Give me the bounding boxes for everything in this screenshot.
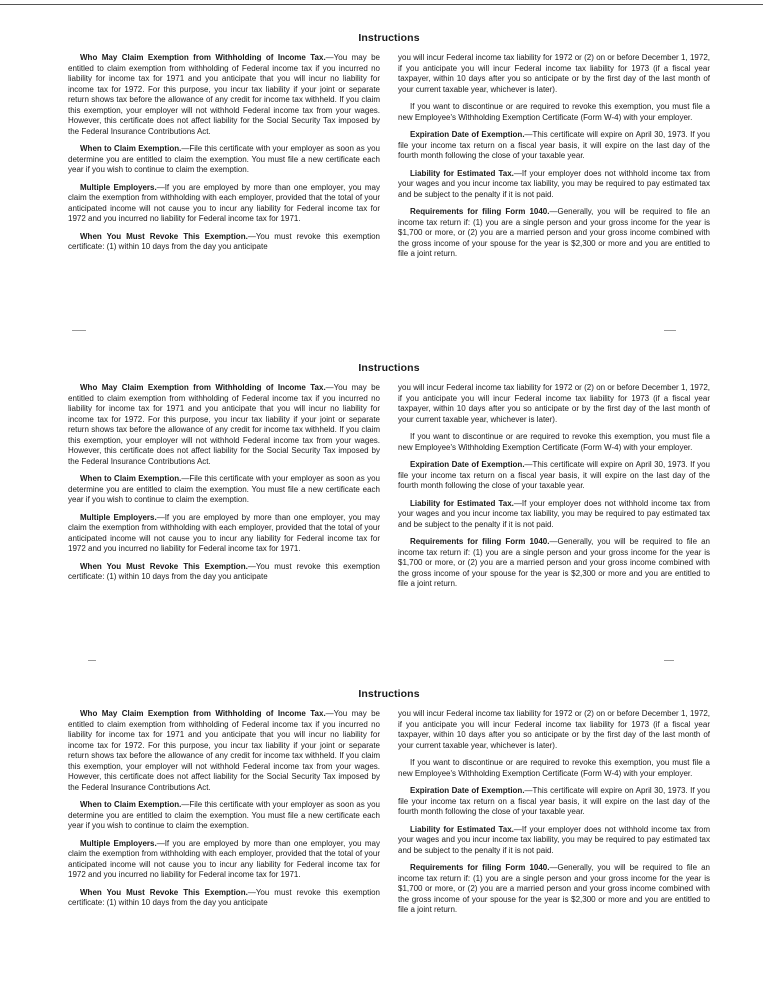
paragraph-heading: Who May Claim Exemption from Withholding of Income Tax. (80, 53, 326, 62)
paragraph-text: —You must revoke this exemption certificate: (1) within 10 days from the day you anticipate (68, 231, 380, 251)
paragraph-heading: Multiple Employers. (80, 838, 157, 848)
paragraph-text: —You may be entitled to claim exemption from withholding of Federal income tax if you incurred no liability for income tax for 1971 and you anticipate that you will incur no liability for income tax for 1972. For this purpose, you incur tax liability if your joint or separate return shows tax before the allowance of any credit for income tax withheld. If you claim this exemption, your employer will not withhold Federal income tax from your wages. However, this certificate does not affect liability for the Social Security Tax imposed by the Federal Insurance Contributions Act. (68, 53, 380, 136)
left-column (68, 709, 380, 923)
paragraph-form-1040 (398, 207, 710, 260)
section-title: Instructions (358, 362, 420, 374)
paragraph-discontinue (398, 432, 710, 453)
cut-mark (72, 330, 86, 331)
paragraph-estimated-tax (398, 499, 710, 531)
section-columns (68, 53, 710, 267)
paragraph-multiple-employers (68, 839, 380, 881)
paragraph-heading: When You Must Revoke This Exemption. (80, 231, 248, 241)
top-rule (0, 4, 763, 5)
paragraph-estimated-tax (398, 825, 710, 857)
instructions-section-3 (68, 688, 710, 986)
paragraph-text: —If you are employed by more than one employer, you may claim the exemption from withholding with each employer, provided that the total of your anticipated income will not cause you to incur any liability for Federal income tax for 1972 and you incurred no liability for Federal income tax for 1971. (68, 182, 381, 223)
paragraph-estimated-tax (398, 169, 710, 201)
paragraph-heading: Expiration Date of Exemption. (410, 130, 525, 139)
paragraph-text: —If you are employed by more than one employer, you may claim the exemption from withholding with each employer, provided that the total of your anticipated income will not cause you to incur any liability for Federal income tax for 1972 and you incurred no liability for Federal income tax for 1971. (68, 838, 381, 879)
paragraph-heading: Multiple Employers. (80, 512, 157, 522)
paragraph-heading: Liability for Estimated Tax. (410, 168, 514, 178)
paragraph-heading: Requirements for filing Form 1040. (410, 537, 550, 546)
paragraph-text: —This certificate will expire on April 30, 1973. If you file your income tax return on a fiscal year basis, it will expire on the last day of the fourth month following the close of your taxable year. (398, 460, 710, 490)
paragraph-text: —File this certificate with your employer as soon as you determine you are entitled to claim the exemption. You must file a new certificate each year if you wish to continue to claim the exemption. (68, 144, 380, 174)
paragraph-when-to-claim (68, 800, 380, 832)
paragraph-text: —Generally, you will be required to file an income tax return if: (1) you are a single person and your gross income for the year is $1,700 or more, or (2) you are a married person and your gross income combined with the gross income of your spouse for the year is $2,300 or more and you are entitled to file a joint return. (398, 863, 710, 914)
paragraph-who-may-claim (68, 383, 380, 467)
paragraph-expiration (398, 130, 710, 162)
paragraph-heading: Liability for Estimated Tax. (410, 824, 514, 834)
paragraph-revoke-continued (398, 383, 710, 425)
paragraph-heading: Requirements for filing Form 1040. (410, 207, 550, 216)
paragraph-revoke (68, 888, 380, 909)
paragraph-text: you will incur Federal income tax liability for 1972 or (2) on or before December 1, 1972, if you anticipate you will incur Federal income tax liability for 1973 (if a fiscal year taxpayer, within 10 days after you so anticipate or by the first day of the last month of your current taxable year, whichever is later). (398, 53, 710, 94)
paragraph-form-1040 (398, 863, 710, 916)
paragraph-text: —You must revoke this exemption certificate: (1) within 10 days from the day you anticipate (68, 887, 380, 907)
instructions-section-1 (68, 32, 710, 342)
paragraph-heading: When to Claim Exemption. (80, 800, 182, 809)
paragraph-form-1040 (398, 537, 710, 590)
paragraph-text: —If you are employed by more than one employer, you may claim the exemption from withholding with each employer, provided that the total of your anticipated income will not cause you to incur any liability for Federal income tax for 1972 and you incurred no liability for Federal income tax for 1971. (68, 512, 381, 553)
cut-mark (664, 330, 676, 331)
paragraph-heading: When You Must Revoke This Exemption. (80, 561, 248, 571)
paragraph-heading: Multiple Employers. (80, 182, 157, 192)
paragraph-discontinue (398, 758, 710, 779)
cut-mark (664, 660, 674, 661)
paragraph-text: —This certificate will expire on April 30, 1973. If you file your income tax return on a fiscal year basis, it will expire on the last day of the fourth month following the close of your taxable year. (398, 130, 710, 160)
paragraph-text: —If your employer does not withhold income tax from your wages and you incur income tax liability, you may be required to pay estimated tax and be subject to the penalty if it is not paid. (398, 498, 710, 529)
paragraph-text: you will incur Federal income tax liability for 1972 or (2) on or before December 1, 1972, if you anticipate you will incur Federal income tax liability for 1973 (if a fiscal year taxpayer, within 10 days after you so anticipate or by the first day of the last month of your current taxable year, whichever is later). (398, 709, 710, 750)
paragraph-heading: Who May Claim Exemption from Withholding of Income Tax. (80, 383, 326, 392)
paragraph-expiration (398, 786, 710, 818)
paragraph-revoke (68, 232, 380, 253)
paragraph-text: —If your employer does not withhold income tax from your wages and you incur income tax liability, you may be required to pay estimated tax and be subject to the penalty if it is not paid. (398, 824, 710, 855)
paragraph-multiple-employers (68, 513, 380, 555)
paragraph-revoke-continued (398, 53, 710, 95)
paragraph-text: —Generally, you will be required to file an income tax return if: (1) you are a single person and your gross income for the year is $1,700 or more, or (2) you are a married person and your gross income combined with the gross income of your spouse for the year is $2,300 or more and you are entitled to file a joint return. (398, 537, 710, 588)
section-columns (68, 383, 710, 597)
paragraph-who-may-claim (68, 709, 380, 793)
paragraph-text: —You may be entitled to claim exemption from withholding of Federal income tax if you incurred no liability for income tax for 1971 and you anticipate that you will incur no liability for income tax for 1972. For this purpose, you incur tax liability if your joint or separate return shows tax before the allowance of any credit for income tax withheld. If you claim this exemption, your employer will not withhold Federal income tax from your wages. However, this certificate does not affect liability for the Social Security Tax imposed by the Federal Insurance Contributions Act. (68, 383, 380, 466)
paragraph-heading: When You Must Revoke This Exemption. (80, 887, 248, 897)
cut-mark (88, 660, 96, 661)
paragraph-heading: When to Claim Exemption. (80, 144, 182, 153)
paragraph-heading: Requirements for filing Form 1040. (410, 863, 550, 872)
instructions-section-2 (68, 362, 710, 672)
paragraph-who-may-claim (68, 53, 380, 137)
paragraph-text: If you want to discontinue or are required to revoke this exemption, you must file a new Employee's Withholding Exemption Certificate (Form W-4) with your employer. (398, 758, 710, 778)
paragraph-text: If you want to discontinue or are required to revoke this exemption, you must file a new Employee's Withholding Exemption Certificate (Form W-4) with your employer. (398, 432, 710, 452)
section-columns (68, 709, 710, 923)
paragraph-text: you will incur Federal income tax liability for 1972 or (2) on or before December 1, 1972, if you anticipate you will incur Federal income tax liability for 1973 (if a fiscal year taxpayer, within 10 days after you so anticipate or by the first day of the last month of your current taxable year, whichever is later). (398, 383, 710, 424)
paragraph-text: —If your employer does not withhold income tax from your wages and you incur income tax liability, you may be required to pay estimated tax and be subject to the penalty if it is not paid. (398, 168, 710, 199)
paragraph-discontinue (398, 102, 710, 123)
left-column (68, 383, 380, 597)
paragraph-revoke (68, 562, 380, 583)
paragraph-text: —This certificate will expire on April 30, 1973. If you file your income tax return on a fiscal year basis, it will expire on the last day of the fourth month following the close of your taxable year. (398, 786, 710, 816)
paragraph-when-to-claim (68, 474, 380, 506)
paragraph-when-to-claim (68, 144, 380, 176)
paragraph-revoke-continued (398, 709, 710, 751)
paragraph-text: —File this certificate with your employer as soon as you determine you are entitled to claim the exemption. You must file a new certificate each year if you wish to continue to claim the exemption. (68, 474, 380, 504)
paragraph-text: If you want to discontinue or are required to revoke this exemption, you must file a new Employee's Withholding Exemption Certificate (Form W-4) with your employer. (398, 102, 710, 122)
paragraph-heading: Who May Claim Exemption from Withholding of Income Tax. (80, 709, 326, 718)
paragraph-heading: Expiration Date of Exemption. (410, 786, 525, 795)
left-column (68, 53, 380, 267)
paragraph-multiple-employers (68, 183, 380, 225)
paragraph-text: —You must revoke this exemption certificate: (1) within 10 days from the day you anticipate (68, 561, 380, 581)
right-column (398, 53, 710, 267)
paragraph-text: —Generally, you will be required to file an income tax return if: (1) you are a single person and your gross income for the year is $1,700 or more, or (2) you are a married person and your gross income combined with the gross income of your spouse for the year is $2,300 or more and you are entitled to file a joint return. (398, 207, 710, 258)
section-title: Instructions (358, 688, 420, 700)
paragraph-text: —File this certificate with your employer as soon as you determine you are entitled to claim the exemption. You must file a new certificate each year if you wish to continue to claim the exemption. (68, 800, 380, 830)
paragraph-expiration (398, 460, 710, 492)
section-title: Instructions (358, 32, 420, 44)
paragraph-heading: Expiration Date of Exemption. (410, 460, 525, 469)
paragraph-heading: When to Claim Exemption. (80, 474, 182, 483)
paragraph-heading: Liability for Estimated Tax. (410, 498, 514, 508)
right-column (398, 383, 710, 597)
paragraph-text: —You may be entitled to claim exemption from withholding of Federal income tax if you incurred no liability for income tax for 1971 and you anticipate that you will incur no liability for income tax for 1972. For this purpose, you incur tax liability if your joint or separate return shows tax before the allowance of any credit for income tax withheld. If you claim this exemption, your employer will not withhold Federal income tax from your wages. However, this certificate does not affect liability for the Social Security Tax imposed by the Federal Insurance Contributions Act. (68, 709, 380, 792)
right-column (398, 709, 710, 923)
